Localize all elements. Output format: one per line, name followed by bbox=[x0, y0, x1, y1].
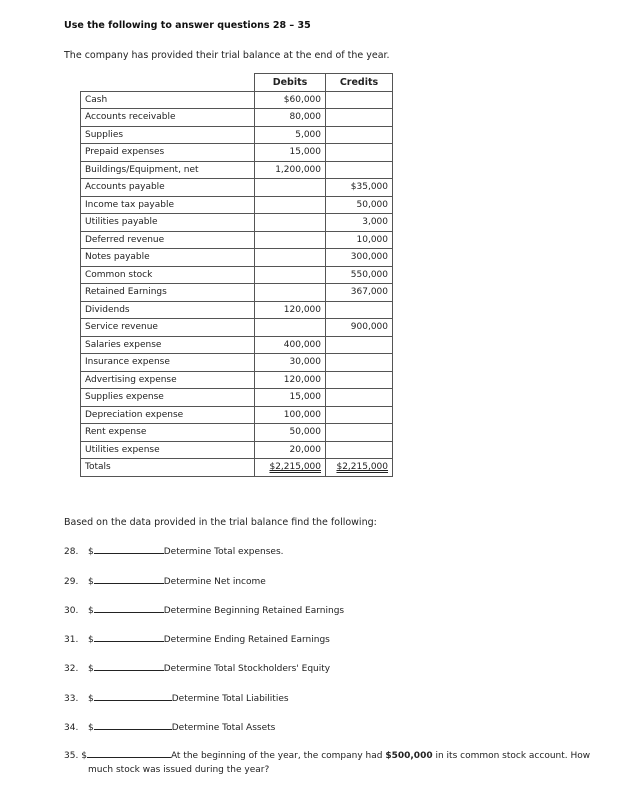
credit-cell bbox=[326, 406, 393, 424]
table-row bbox=[81, 284, 393, 302]
answer-blank[interactable] bbox=[94, 691, 172, 701]
table-row bbox=[81, 249, 393, 267]
debit-cell bbox=[255, 179, 326, 197]
question-text: Determine Total expenses. bbox=[163, 547, 284, 557]
account-name: Notes payable bbox=[81, 249, 255, 267]
question-35 bbox=[64, 748, 624, 777]
question-number: 30. bbox=[64, 606, 79, 616]
intro-text: The company has provided their trial balance at the end of the year. bbox=[64, 50, 390, 61]
account-name: Insurance expense bbox=[81, 354, 255, 372]
account-name: Depreciation expense bbox=[81, 406, 255, 424]
common-stock-amount: $500,000 bbox=[385, 751, 433, 761]
table-row bbox=[81, 109, 393, 127]
question-text: Determine Total Liabilities bbox=[171, 694, 289, 704]
debit-cell: 15,000 bbox=[255, 389, 326, 407]
credit-cell: 50,000 bbox=[326, 196, 393, 214]
table-row bbox=[81, 424, 393, 442]
trial-balance-table bbox=[80, 73, 393, 477]
debit-cell bbox=[255, 284, 326, 302]
section-heading: Use the following to answer questions 28 – 35 bbox=[64, 20, 311, 31]
debit-cell: 50,000 bbox=[255, 424, 326, 442]
question-text: Determine Beginning Retained Earnings bbox=[163, 606, 345, 616]
answer-blank[interactable] bbox=[87, 748, 171, 758]
debit-cell: 400,000 bbox=[255, 336, 326, 354]
answer-blank[interactable] bbox=[94, 574, 164, 584]
account-name: Salaries expense bbox=[81, 336, 255, 354]
account-name: Deferred revenue bbox=[81, 231, 255, 249]
table-row bbox=[81, 231, 393, 249]
credit-cell bbox=[326, 91, 393, 109]
debit-cell: 100,000 bbox=[255, 406, 326, 424]
debit-cell: 20,000 bbox=[255, 441, 326, 459]
credit-cell bbox=[326, 371, 393, 389]
question-number: 34. bbox=[64, 723, 79, 733]
account-name: Rent expense bbox=[81, 424, 255, 442]
table-row bbox=[81, 319, 393, 337]
account-name: Utilities expense bbox=[81, 441, 255, 459]
dollar-sign: $ bbox=[88, 606, 94, 616]
question-text: Determine Total Assets bbox=[171, 723, 276, 733]
table-row bbox=[81, 406, 393, 424]
question-text: Determine Net income bbox=[163, 577, 266, 587]
dollar-sign: $ bbox=[88, 547, 94, 557]
credit-cell: 367,000 bbox=[326, 284, 393, 302]
question-text-b: in its common stock account. How bbox=[432, 751, 591, 761]
question-number: 33. bbox=[64, 694, 79, 704]
dollar-sign: $ bbox=[88, 664, 94, 674]
credit-cell bbox=[326, 354, 393, 372]
debits-header: Debits bbox=[255, 74, 326, 92]
credit-cell bbox=[326, 336, 393, 354]
credit-cell: 550,000 bbox=[326, 266, 393, 284]
account-name: Retained Earnings bbox=[81, 284, 255, 302]
account-name: Supplies bbox=[81, 126, 255, 144]
table-row bbox=[81, 389, 393, 407]
table-row bbox=[81, 301, 393, 319]
debit-cell: 30,000 bbox=[255, 354, 326, 372]
debit-cell bbox=[255, 249, 326, 267]
question-number: 28. bbox=[64, 547, 79, 557]
debit-cell: 120,000 bbox=[255, 371, 326, 389]
dollar-sign: $ bbox=[88, 635, 94, 645]
totals-label: Totals bbox=[81, 459, 255, 477]
debit-cell bbox=[255, 214, 326, 232]
account-name: Utilities payable bbox=[81, 214, 255, 232]
credit-cell bbox=[326, 389, 393, 407]
answer-blank[interactable] bbox=[94, 632, 164, 642]
credit-cell: 10,000 bbox=[326, 231, 393, 249]
credit-cell: 900,000 bbox=[326, 319, 393, 337]
credit-cell: $35,000 bbox=[326, 179, 393, 197]
question-item bbox=[64, 691, 289, 704]
debit-cell bbox=[255, 231, 326, 249]
question-text: Determine Ending Retained Earnings bbox=[163, 635, 330, 645]
credit-cell bbox=[326, 301, 393, 319]
debit-cell bbox=[255, 196, 326, 214]
header-blank-cell bbox=[81, 74, 255, 92]
account-name: Common stock bbox=[81, 266, 255, 284]
question-item bbox=[64, 544, 284, 557]
credit-cell: 300,000 bbox=[326, 249, 393, 267]
answer-blank[interactable] bbox=[94, 544, 164, 554]
total-credits: $2,215,000 bbox=[326, 459, 393, 477]
table-row bbox=[81, 161, 393, 179]
question-item bbox=[64, 661, 330, 674]
question-item bbox=[64, 574, 266, 587]
table-row bbox=[81, 371, 393, 389]
table-row bbox=[81, 266, 393, 284]
debit-cell: 15,000 bbox=[255, 144, 326, 162]
account-name: Service revenue bbox=[81, 319, 255, 337]
question-number: 31. bbox=[64, 635, 79, 645]
account-name: Supplies expense bbox=[81, 389, 255, 407]
credit-cell bbox=[326, 424, 393, 442]
table-row bbox=[81, 179, 393, 197]
debit-cell bbox=[255, 319, 326, 337]
totals-row bbox=[81, 459, 393, 477]
answer-blank[interactable] bbox=[94, 720, 172, 730]
answer-blank[interactable] bbox=[94, 661, 164, 671]
account-name: Advertising expense bbox=[81, 371, 255, 389]
total-debits: $2,215,000 bbox=[255, 459, 326, 477]
debit-cell: 80,000 bbox=[255, 109, 326, 127]
question-number: 29. bbox=[64, 577, 79, 587]
question-text: Determine Total Stockholders' Equity bbox=[163, 664, 331, 674]
table-row bbox=[81, 126, 393, 144]
debit-cell: 5,000 bbox=[255, 126, 326, 144]
debit-cell: 1,200,000 bbox=[255, 161, 326, 179]
debit-cell bbox=[255, 266, 326, 284]
debit-cell: $60,000 bbox=[255, 91, 326, 109]
question-item bbox=[64, 632, 330, 645]
account-name: Dividends bbox=[81, 301, 255, 319]
table-row bbox=[81, 336, 393, 354]
debit-cell: 120,000 bbox=[255, 301, 326, 319]
instructions-text: Based on the data provided in the trial balance find the following: bbox=[64, 517, 377, 528]
account-name: Cash bbox=[81, 91, 255, 109]
credit-cell bbox=[326, 441, 393, 459]
credit-cell bbox=[326, 126, 393, 144]
question-item bbox=[64, 720, 275, 733]
table-header-row bbox=[81, 74, 393, 92]
account-name: Accounts payable bbox=[81, 179, 255, 197]
question-text-c: much stock was issued during the year? bbox=[88, 765, 270, 775]
credits-header: Credits bbox=[326, 74, 393, 92]
table-row bbox=[81, 354, 393, 372]
credit-cell: 3,000 bbox=[326, 214, 393, 232]
dollar-sign: $ bbox=[88, 694, 94, 704]
trial-balance-body bbox=[81, 91, 393, 476]
question-number: 35. bbox=[64, 751, 79, 761]
question-number: 32. bbox=[64, 664, 79, 674]
question-item bbox=[64, 603, 344, 616]
credit-cell bbox=[326, 109, 393, 127]
account-name: Accounts receivable bbox=[81, 109, 255, 127]
table-row bbox=[81, 214, 393, 232]
table-row bbox=[81, 91, 393, 109]
table-row bbox=[81, 144, 393, 162]
account-name: Prepaid expenses bbox=[81, 144, 255, 162]
dollar-sign: $ bbox=[88, 577, 94, 587]
answer-blank[interactable] bbox=[94, 603, 164, 613]
question-text-a: At the beginning of the year, the company had bbox=[170, 751, 386, 761]
dollar-sign: $ bbox=[81, 751, 87, 761]
account-name: Buildings/Equipment, net bbox=[81, 161, 255, 179]
credit-cell bbox=[326, 144, 393, 162]
account-name: Income tax payable bbox=[81, 196, 255, 214]
table-row bbox=[81, 196, 393, 214]
table-row bbox=[81, 441, 393, 459]
dollar-sign: $ bbox=[88, 723, 94, 733]
credit-cell bbox=[326, 161, 393, 179]
